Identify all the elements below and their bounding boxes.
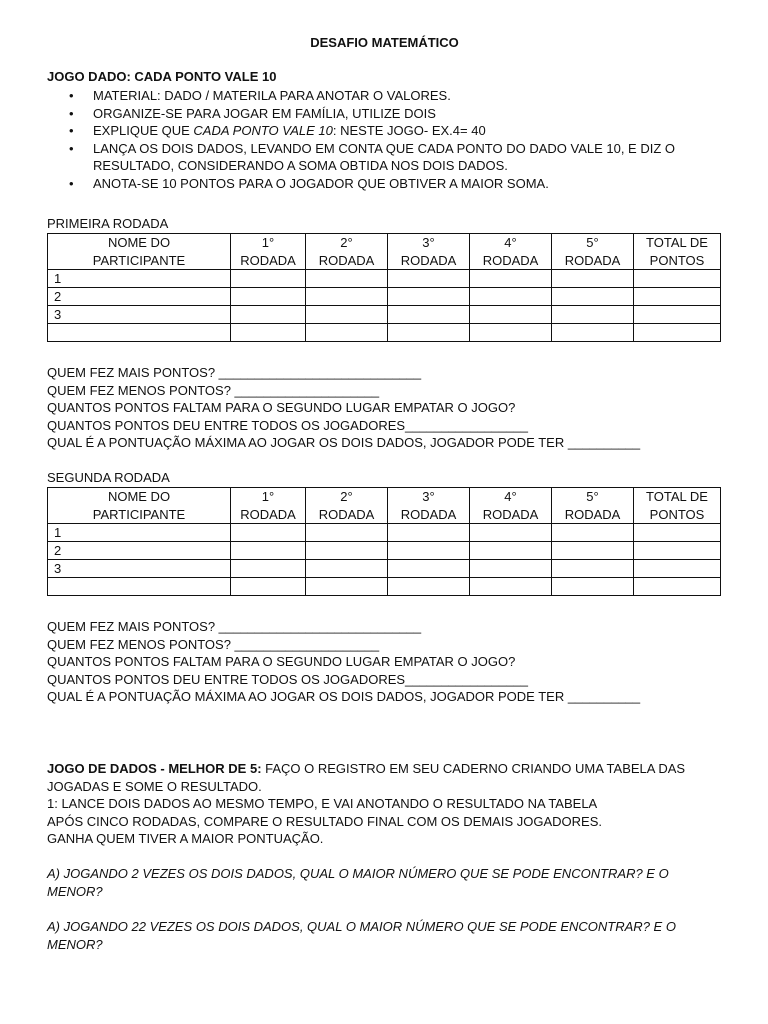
list-item: • LANÇA OS DOIS DADOS, LEVANDO EM CONTA QUE CADA PONTO DO DADO VALE 10, E DIZ O RESULTADO, CONSIDERANDO A SOMA OBTIDA NOS DOIS DADOS. [69, 140, 676, 174]
section2-intro: JOGO DE DADOS - MELHOR DE 5: FAÇO O REGISTRO EM SEU CADERNO CRIANDO UMA TABELA DAS JOGADAS E SOME O RESULTADO. [47, 761, 686, 794]
bullet-icon: • [69, 105, 74, 121]
table-row: 1 [48, 270, 721, 288]
table-row: 1 [48, 524, 721, 542]
column-header: 1° RODADA [231, 488, 306, 524]
question-line: QUANTOS PONTOS DEU ENTRE TODOS OS JOGADORES_________________ [47, 671, 528, 687]
list-item: • MATERIAL: DADO / MATERILA PARA ANOTAR O VALORES. [69, 88, 451, 103]
bullet-icon: • [69, 175, 74, 191]
table-row: 2 [48, 542, 721, 560]
section1-heading: JOGO DADO: CADA PONTO VALE 10 [47, 69, 277, 84]
bullet-icon: • [69, 88, 74, 103]
question-line: QUAL É A PONTUAÇÃO MÁXIMA AO JOGAR OS DOIS DADOS, JOGADOR PODE TER __________ [47, 435, 641, 451]
column-header: TOTAL DE PONTOS [634, 488, 721, 524]
list-item: • EXPLIQUE QUE CADA PONTO VALE 10: NESTE JOGO- EX.4= 40 [69, 123, 486, 139]
round2-label: SEGUNDA RODADA [47, 470, 170, 485]
question-line: QUANTOS PONTOS FALTAM PARA O SEGUNDO LUGAR EMPATAR O JOGO? [47, 654, 516, 670]
list-item: • ORGANIZE-SE PARA JOGAR EM FAMÍLIA, UTILIZE DOIS [69, 105, 436, 121]
column-header: 5° RODADA [552, 488, 634, 524]
column-header: NOME DO PARTICIPANTE [48, 234, 231, 270]
column-header: 4° RODADA [470, 234, 552, 270]
question-a1: A) JOGANDO 2 VEZES OS DOIS DADOS, QUAL O MAIOR NÚMERO QUE SE PODE ENCONTRAR? E O MENOR? [47, 866, 669, 899]
column-header: 5° RODADA [552, 234, 634, 270]
bullet-icon: • [69, 123, 74, 139]
question-line: QUEM FEZ MAIS PONTOS? ____________________________ [47, 619, 422, 634]
column-header: 2° RODADA [306, 488, 388, 524]
table-row [48, 324, 721, 342]
bullet-icon: • [69, 140, 74, 156]
section2-heading: JOGO DE DADOS - MELHOR DE 5: [47, 761, 262, 776]
round1-label: PRIMEIRA RODADA [47, 216, 169, 231]
table-header-row [48, 488, 721, 524]
round1-questions [47, 364, 727, 452]
column-header: TOTAL DE PONTOS [634, 234, 721, 270]
round2-table [47, 487, 721, 596]
table-row [48, 578, 721, 596]
question-a2: A) JOGANDO 22 VEZES OS DOIS DADOS, QUAL O MAIOR NÚMERO QUE SE PODE ENCONTRAR? E O MENOR? [47, 919, 676, 952]
round2-questions [47, 618, 727, 706]
column-header: 2° RODADA [306, 234, 388, 270]
list-item: • ANOTA-SE 10 PONTOS PARA O JOGADOR QUE OBTIVER A MAIOR SOMA. [69, 175, 549, 191]
instruction-line: APÓS CINCO RODADAS, COMPARE O RESULTADO FINAL COM OS DEMAIS JOGADORES. [47, 813, 602, 829]
table-row: 3 [48, 306, 721, 324]
column-header: NOME DO PARTICIPANTE [48, 488, 231, 524]
column-header: 1° RODADA [231, 234, 306, 270]
column-header: 3° RODADA [388, 488, 470, 524]
table-row: 2 [48, 288, 721, 306]
question-line: QUEM FEZ MENOS PONTOS? ____________________ [47, 636, 380, 652]
column-header: 3° RODADA [388, 234, 470, 270]
instruction-line: 1: LANCE DOIS DADOS AO MESMO TEMPO, E VAI ANOTANDO O RESULTADO NA TABELA [47, 796, 598, 811]
question-line: QUEM FEZ MAIS PONTOS? ____________________________ [47, 365, 422, 380]
rules-list [47, 87, 727, 193]
table-header-row [48, 234, 721, 270]
table-row: 3 [48, 560, 721, 578]
section2-instructions [47, 795, 727, 848]
page-title: DESAFIO MATEMÁTICO [310, 35, 459, 50]
question-line: QUANTOS PONTOS DEU ENTRE TODOS OS JOGADORES_________________ [47, 417, 528, 433]
question-line: QUANTOS PONTOS FALTAM PARA O SEGUNDO LUGAR EMPATAR O JOGO? [47, 400, 516, 416]
round1-table [47, 233, 721, 342]
instruction-line: GANHA QUEM TIVER A MAIOR PONTUAÇÃO. [47, 831, 324, 847]
question-line: QUAL É A PONTUAÇÃO MÁXIMA AO JOGAR OS DOIS DADOS, JOGADOR PODE TER __________ [47, 689, 641, 705]
column-header: 4° RODADA [470, 488, 552, 524]
question-line: QUEM FEZ MENOS PONTOS? ____________________ [47, 382, 380, 398]
